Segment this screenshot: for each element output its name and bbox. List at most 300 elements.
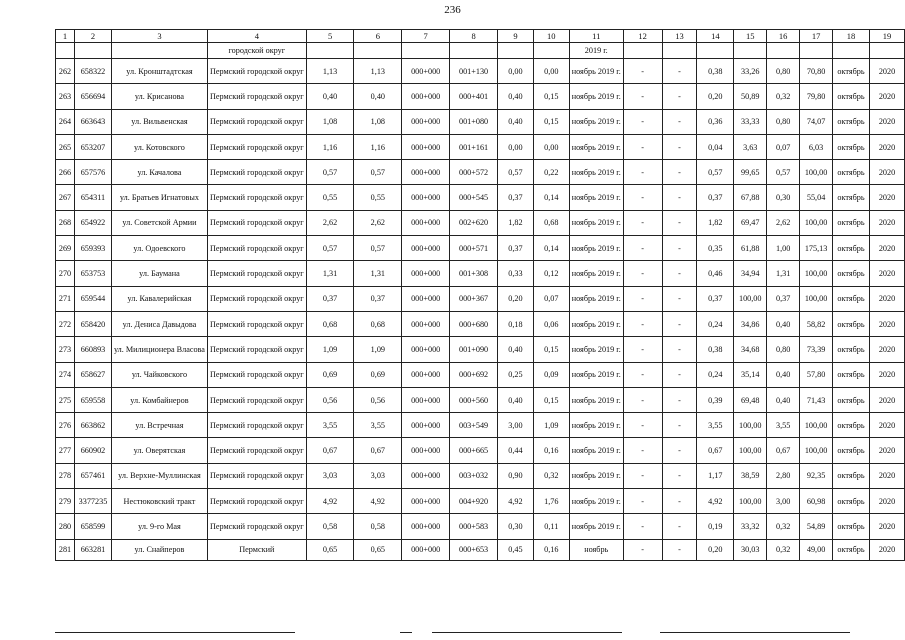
cell-value-12: -	[623, 84, 662, 109]
cell-empty	[306, 43, 354, 59]
cell-length: 0,37	[306, 286, 354, 311]
column-header: 5	[306, 30, 354, 43]
cell-year: 2020	[870, 514, 905, 539]
cell-index: 267	[56, 185, 75, 210]
cell-value-10: 0,00	[533, 134, 569, 159]
cell-month: октябрь	[833, 185, 870, 210]
cell-value-9: 1,82	[498, 210, 534, 235]
cell-code: 658599	[74, 514, 111, 539]
cell-street: ул. Снайперов	[111, 539, 207, 560]
cell-length: 0,40	[306, 84, 354, 109]
cell-month: октябрь	[833, 489, 870, 514]
cell-value-9: 0,20	[498, 286, 534, 311]
cell-street: ул. Баумана	[111, 261, 207, 286]
cell-code: 658420	[74, 311, 111, 336]
cell-value-17: 55,04	[800, 185, 833, 210]
cell-value-9: 0,40	[498, 337, 534, 362]
cell-index: 278	[56, 463, 75, 488]
cell-end-km: 000+583	[450, 514, 498, 539]
cell-value-15: 99,65	[734, 160, 767, 185]
cell-value-15: 50,89	[734, 84, 767, 109]
cell-value-13: -	[662, 261, 697, 286]
cell-municipality: Пермский городской округ	[207, 109, 306, 134]
cell-index: 268	[56, 210, 75, 235]
cell-value-17: 74,07	[800, 109, 833, 134]
cell-value-16: 0,67	[767, 438, 800, 463]
cell-value-9: 0,57	[498, 160, 534, 185]
cell-date: ноябрь 2019 г.	[569, 489, 623, 514]
cell-length: 0,58	[306, 514, 354, 539]
cell-value-9: 0,00	[498, 134, 534, 159]
cell-start-km: 000+000	[402, 311, 450, 336]
cell-empty	[498, 43, 534, 59]
cell-length: 1,09	[306, 337, 354, 362]
cell-end-km: 000+367	[450, 286, 498, 311]
cell-value-15: 34,68	[734, 337, 767, 362]
cell-value-10: 0,11	[533, 514, 569, 539]
cell-month: октябрь	[833, 160, 870, 185]
cell-index: 281	[56, 539, 75, 560]
cell-value-15: 33,26	[734, 59, 767, 84]
cell-value-14: 0,37	[697, 185, 734, 210]
cell-value-12: -	[623, 387, 662, 412]
table-row	[56, 236, 905, 261]
cell-value-17: 100,00	[800, 413, 833, 438]
cell-value-13: -	[662, 210, 697, 235]
table-row	[56, 210, 905, 235]
cell-municipality: Пермский городской округ	[207, 134, 306, 159]
cell-value-15: 33,33	[734, 109, 767, 134]
cell-value-10: 0,15	[533, 84, 569, 109]
cell-code: 663862	[74, 413, 111, 438]
cell-value-12: -	[623, 185, 662, 210]
cell-index: 265	[56, 134, 75, 159]
cell-index: 274	[56, 362, 75, 387]
cell-empty	[533, 43, 569, 59]
cell-value-15: 34,94	[734, 261, 767, 286]
cell-length: 1,13	[306, 59, 354, 84]
cell-length-total: 0,57	[354, 236, 402, 261]
cell-end-km: 003+549	[450, 413, 498, 438]
cell-month: октябрь	[833, 311, 870, 336]
cell-value-12: -	[623, 134, 662, 159]
cell-length-total: 0,69	[354, 362, 402, 387]
cell-date: ноябрь 2019 г.	[569, 109, 623, 134]
cell-value-16: 0,40	[767, 362, 800, 387]
column-header: 9	[498, 30, 534, 43]
cell-value-9: 0,90	[498, 463, 534, 488]
cell-length-total: 0,67	[354, 438, 402, 463]
cell-value-16: 0,80	[767, 337, 800, 362]
cell-value-9: 0,18	[498, 311, 534, 336]
cell-date: ноябрь 2019 г.	[569, 286, 623, 311]
cell-start-km: 000+000	[402, 463, 450, 488]
cell-value-14: 0,67	[697, 438, 734, 463]
cell-month: октябрь	[833, 387, 870, 412]
cell-month: октябрь	[833, 59, 870, 84]
cell-empty	[450, 43, 498, 59]
cell-value-16: 0,80	[767, 59, 800, 84]
column-header: 8	[450, 30, 498, 43]
cell-value-9: 0,25	[498, 362, 534, 387]
cell-index: 262	[56, 59, 75, 84]
cell-code: 658322	[74, 59, 111, 84]
cell-value-10: 0,12	[533, 261, 569, 286]
cell-start-km: 000+000	[402, 362, 450, 387]
cell-month: октябрь	[833, 438, 870, 463]
cell-date: 2019 г.	[569, 43, 623, 59]
cell-value-13: -	[662, 185, 697, 210]
cell-street: ул. Котовского	[111, 134, 207, 159]
table-row	[56, 362, 905, 387]
cell-value-15: 67,88	[734, 185, 767, 210]
cell-empty	[111, 43, 207, 59]
table-row	[56, 185, 905, 210]
cell-value-14: 0,36	[697, 109, 734, 134]
cell-empty	[74, 43, 111, 59]
cell-street: ул. Оверятская	[111, 438, 207, 463]
cell-value-13: -	[662, 489, 697, 514]
cell-value-10: 0,09	[533, 362, 569, 387]
cell-value-17: 54,89	[800, 514, 833, 539]
cell-date: ноябрь 2019 г.	[569, 160, 623, 185]
cell-code: 654922	[74, 210, 111, 235]
cell-municipality: Пермский	[207, 539, 306, 560]
cell-year: 2020	[870, 539, 905, 560]
cell-value-12: -	[623, 311, 662, 336]
cell-date: ноябрь 2019 г.	[569, 134, 623, 159]
table-row	[56, 489, 905, 514]
cell-empty	[767, 43, 800, 59]
cell-value-17: 57,80	[800, 362, 833, 387]
cell-value-10: 0,15	[533, 387, 569, 412]
cell-index: 273	[56, 337, 75, 362]
cell-street: ул. Встречная	[111, 413, 207, 438]
cell-value-12: -	[623, 59, 662, 84]
cell-date: ноябрь 2019 г.	[569, 438, 623, 463]
table-row	[56, 84, 905, 109]
cell-month: октябрь	[833, 261, 870, 286]
cell-value-16: 2,80	[767, 463, 800, 488]
table-row	[56, 514, 905, 539]
cell-month: октябрь	[833, 109, 870, 134]
cell-year: 2020	[870, 134, 905, 159]
cell-value-17: 79,80	[800, 84, 833, 109]
cell-municipality: Пермский городской округ	[207, 236, 306, 261]
column-header: 11	[569, 30, 623, 43]
cell-empty	[870, 43, 905, 59]
cell-value-13: -	[662, 463, 697, 488]
cell-value-13: -	[662, 286, 697, 311]
cell-value-9: 4,92	[498, 489, 534, 514]
cell-municipality: Пермский городской округ	[207, 413, 306, 438]
cell-street: ул. Милиционера Власова	[111, 337, 207, 362]
cell-length-total: 1,31	[354, 261, 402, 286]
cell-date: ноябрь 2019 г.	[569, 337, 623, 362]
cell-length: 0,55	[306, 185, 354, 210]
table-row	[56, 59, 905, 84]
cell-index: 270	[56, 261, 75, 286]
cell-start-km: 000+000	[402, 84, 450, 109]
cell-value-16: 1,31	[767, 261, 800, 286]
cell-value-15: 69,47	[734, 210, 767, 235]
cell-value-13: -	[662, 387, 697, 412]
cell-year: 2020	[870, 489, 905, 514]
cell-value-10: 0,16	[533, 438, 569, 463]
cell-value-12: -	[623, 109, 662, 134]
cell-value-10: 0,15	[533, 337, 569, 362]
cell-month: октябрь	[833, 337, 870, 362]
cell-value-12: -	[623, 261, 662, 286]
cell-length-total: 3,55	[354, 413, 402, 438]
cell-length-total: 0,37	[354, 286, 402, 311]
cell-value-15: 69,48	[734, 387, 767, 412]
cell-date: ноябрь	[569, 539, 623, 560]
column-header: 14	[697, 30, 734, 43]
cell-value-14: 4,92	[697, 489, 734, 514]
cell-empty	[402, 43, 450, 59]
cell-end-km: 001+090	[450, 337, 498, 362]
cell-value-12: -	[623, 337, 662, 362]
cell-value-17: 6,03	[800, 134, 833, 159]
cell-end-km: 002+620	[450, 210, 498, 235]
cell-index: 271	[56, 286, 75, 311]
cell-start-km: 000+000	[402, 109, 450, 134]
cell-value-10: 0,00	[533, 59, 569, 84]
cell-year: 2020	[870, 387, 905, 412]
cell-municipality: Пермский городской округ	[207, 185, 306, 210]
cell-municipality: Пермский городской округ	[207, 210, 306, 235]
cell-street: ул. Кронштадтская	[111, 59, 207, 84]
cell-value-16: 0,07	[767, 134, 800, 159]
cell-empty	[56, 43, 75, 59]
cell-value-17: 58,82	[800, 311, 833, 336]
cell-code: 663643	[74, 109, 111, 134]
column-header: 15	[734, 30, 767, 43]
cell-year: 2020	[870, 185, 905, 210]
cell-value-17: 92,35	[800, 463, 833, 488]
cell-value-9: 0,37	[498, 236, 534, 261]
cell-municipality: Пермский городской округ	[207, 387, 306, 412]
cell-municipality: Пермский городской округ	[207, 286, 306, 311]
cell-value-14: 0,35	[697, 236, 734, 261]
cell-year: 2020	[870, 286, 905, 311]
cell-end-km: 000+545	[450, 185, 498, 210]
cell-value-17: 100,00	[800, 261, 833, 286]
cell-value-9: 0,00	[498, 59, 534, 84]
cell-value-15: 100,00	[734, 286, 767, 311]
cell-value-14: 3,55	[697, 413, 734, 438]
cell-length: 0,68	[306, 311, 354, 336]
cell-value-15: 35,14	[734, 362, 767, 387]
cell-value-17: 73,39	[800, 337, 833, 362]
cell-value-15: 30,03	[734, 539, 767, 560]
cell-end-km: 000+692	[450, 362, 498, 387]
column-header: 2	[74, 30, 111, 43]
cell-value-16: 0,32	[767, 514, 800, 539]
cell-length: 3,03	[306, 463, 354, 488]
cell-end-km: 000+571	[450, 236, 498, 261]
cell-start-km: 000+000	[402, 134, 450, 159]
cell-end-km: 000+401	[450, 84, 498, 109]
cell-value-10: 1,09	[533, 413, 569, 438]
cell-value-16: 3,00	[767, 489, 800, 514]
cell-month: октябрь	[833, 84, 870, 109]
footer-rule	[660, 632, 850, 633]
cell-date: ноябрь 2019 г.	[569, 236, 623, 261]
cell-length-total: 1,16	[354, 134, 402, 159]
cell-value-12: -	[623, 286, 662, 311]
continuation-row	[56, 43, 905, 59]
cell-end-km: 000+665	[450, 438, 498, 463]
cell-value-9: 0,30	[498, 514, 534, 539]
cell-street: Нестюковский тракт	[111, 489, 207, 514]
cell-value-15: 3,63	[734, 134, 767, 159]
cell-year: 2020	[870, 236, 905, 261]
column-header: 1	[56, 30, 75, 43]
cell-value-17: 60,98	[800, 489, 833, 514]
cell-length-total: 1,08	[354, 109, 402, 134]
table-row	[56, 438, 905, 463]
cell-value-9: 0,45	[498, 539, 534, 560]
cell-index: 269	[56, 236, 75, 261]
cell-value-10: 0,16	[533, 539, 569, 560]
cell-code: 658627	[74, 362, 111, 387]
cell-municipality: Пермский городской округ	[207, 59, 306, 84]
cell-code: 656694	[74, 84, 111, 109]
footer-rule	[400, 632, 412, 633]
cell-value-15: 34,86	[734, 311, 767, 336]
cell-start-km: 000+000	[402, 185, 450, 210]
cell-code: 653207	[74, 134, 111, 159]
cell-street: ул. Советской Армии	[111, 210, 207, 235]
cell-value-14: 0,57	[697, 160, 734, 185]
cell-start-km: 000+000	[402, 261, 450, 286]
cell-index: 272	[56, 311, 75, 336]
cell-year: 2020	[870, 362, 905, 387]
cell-street: ул. Кавалерийская	[111, 286, 207, 311]
cell-empty	[354, 43, 402, 59]
cell-value-12: -	[623, 514, 662, 539]
cell-code: 660902	[74, 438, 111, 463]
cell-value-10: 0,22	[533, 160, 569, 185]
cell-month: октябрь	[833, 413, 870, 438]
cell-street: ул. Одоевского	[111, 236, 207, 261]
cell-date: ноябрь 2019 г.	[569, 387, 623, 412]
cell-municipality: Пермский городской округ	[207, 84, 306, 109]
column-header: 3	[111, 30, 207, 43]
cell-value-17: 70,80	[800, 59, 833, 84]
column-header: 7	[402, 30, 450, 43]
cell-date: ноябрь 2019 г.	[569, 311, 623, 336]
cell-end-km: 004+920	[450, 489, 498, 514]
cell-value-10: 0,06	[533, 311, 569, 336]
cell-value-12: -	[623, 438, 662, 463]
cell-empty	[734, 43, 767, 59]
cell-value-16: 1,00	[767, 236, 800, 261]
cell-end-km: 000+572	[450, 160, 498, 185]
table-row	[56, 109, 905, 134]
cell-value-12: -	[623, 362, 662, 387]
cell-start-km: 000+000	[402, 514, 450, 539]
cell-index: 266	[56, 160, 75, 185]
footer-rule	[432, 632, 622, 633]
cell-length: 0,57	[306, 236, 354, 261]
cell-code: 660893	[74, 337, 111, 362]
cell-value-14: 0,20	[697, 84, 734, 109]
cell-value-12: -	[623, 236, 662, 261]
cell-date: ноябрь 2019 г.	[569, 362, 623, 387]
cell-value-14: 0,37	[697, 286, 734, 311]
cell-length-total: 0,58	[354, 514, 402, 539]
cell-municipality: Пермский городской округ	[207, 362, 306, 387]
cell-start-km: 000+000	[402, 438, 450, 463]
cell-value-13: -	[662, 134, 697, 159]
column-header: 10	[533, 30, 569, 43]
cell-year: 2020	[870, 337, 905, 362]
cell-year: 2020	[870, 210, 905, 235]
cell-index: 280	[56, 514, 75, 539]
cell-value-16: 0,40	[767, 311, 800, 336]
cell-date: ноябрь 2019 г.	[569, 84, 623, 109]
cell-end-km: 003+032	[450, 463, 498, 488]
cell-municipality: Пермский городской округ	[207, 311, 306, 336]
cell-year: 2020	[870, 413, 905, 438]
cell-index: 275	[56, 387, 75, 412]
cell-length: 3,55	[306, 413, 354, 438]
cell-empty	[800, 43, 833, 59]
cell-start-km: 000+000	[402, 337, 450, 362]
cell-municipality: Пермский городской округ	[207, 160, 306, 185]
cell-value-9: 0,40	[498, 387, 534, 412]
cell-value-15: 100,00	[734, 489, 767, 514]
cell-value-13: -	[662, 438, 697, 463]
cell-value-13: -	[662, 413, 697, 438]
cell-code: 663281	[74, 539, 111, 560]
cell-value-17: 100,00	[800, 210, 833, 235]
column-header: 17	[800, 30, 833, 43]
cell-month: октябрь	[833, 362, 870, 387]
column-header: 16	[767, 30, 800, 43]
cell-street: ул. Чайковского	[111, 362, 207, 387]
table-row	[56, 539, 905, 560]
cell-year: 2020	[870, 261, 905, 286]
cell-value-13: -	[662, 84, 697, 109]
cell-code: 653753	[74, 261, 111, 286]
cell-code: 3377235	[74, 489, 111, 514]
cell-value-9: 0,40	[498, 84, 534, 109]
cell-value-16: 0,80	[767, 109, 800, 134]
column-header: 4	[207, 30, 306, 43]
table-row	[56, 387, 905, 412]
cell-value-14: 1,82	[697, 210, 734, 235]
table-row	[56, 286, 905, 311]
table-row	[56, 160, 905, 185]
cell-value-14: 0,38	[697, 337, 734, 362]
cell-value-16: 0,30	[767, 185, 800, 210]
cell-value-14: 0,19	[697, 514, 734, 539]
table-row	[56, 311, 905, 336]
cell-length: 0,57	[306, 160, 354, 185]
cell-index: 279	[56, 489, 75, 514]
cell-start-km: 000+000	[402, 489, 450, 514]
cell-length-total: 1,09	[354, 337, 402, 362]
cell-month: октябрь	[833, 514, 870, 539]
cell-value-15: 100,00	[734, 413, 767, 438]
cell-length-total: 0,56	[354, 387, 402, 412]
cell-start-km: 000+000	[402, 387, 450, 412]
cell-value-17: 71,43	[800, 387, 833, 412]
